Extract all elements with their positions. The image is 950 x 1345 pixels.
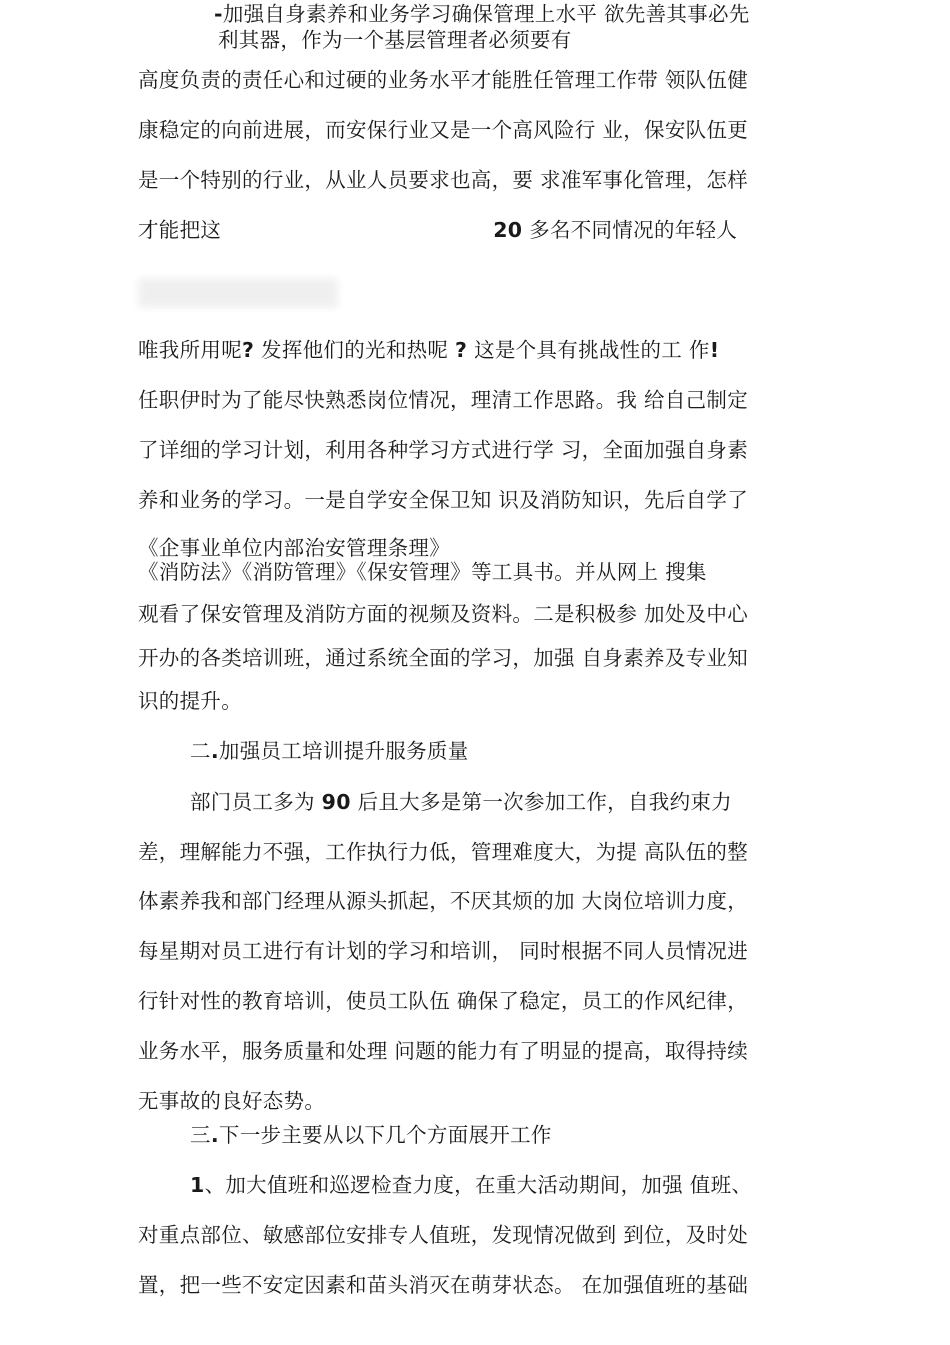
heading-dot: .	[210, 739, 219, 763]
line-text: 《企事业单位内部治安管理条理》	[138, 536, 450, 560]
question-mark: ?	[455, 338, 468, 362]
paragraph-2-line-2	[138, 438, 748, 462]
line-text: 加强自身素养和业务学习确保管理上水平 欲先善其事必先	[222, 2, 750, 26]
heading-text: 下一步主要从以下几个方面展开工作	[218, 1123, 552, 1147]
line-text: 体素养我和部门经理从源头抓起，不厌其烦的加 大岗位培训力度，	[138, 889, 749, 913]
paragraph-1-line-3	[138, 68, 748, 92]
line-text: 了详细的学习计划，利用各种学习方式进行学 习，全面加强自身素	[138, 438, 749, 462]
paragraph-4-line-1	[190, 1173, 752, 1197]
paragraph-1-line-4	[138, 118, 748, 142]
heading-text: 加强员工培训提升服务质量	[218, 739, 469, 763]
bullet-mark: -	[214, 2, 223, 26]
paragraph-2-line-6	[138, 602, 748, 626]
line-text-tail: 后且大多是第一次参加工作，自我约束力	[350, 790, 732, 814]
paragraph-1-line-2	[218, 28, 572, 52]
paragraph-1-line-5	[138, 168, 748, 192]
line-text: 、加大值班和巡逻检查力度，在重大活动期间，加强 值班、	[204, 1173, 753, 1197]
line-text-tail: 多名不同情况的年轻人	[522, 218, 738, 242]
line-text: 康稳定的向前进展，而安保行业又是一个高风险行 业，保安队伍更	[138, 118, 749, 142]
paragraph-3-line-3	[138, 889, 748, 913]
paragraph-3-line-4	[138, 939, 748, 963]
line-text: 差，理解能力不强，工作执行力低，管理难度大，为提 高队伍的整	[138, 840, 749, 864]
paragraph-2-line-4	[138, 536, 450, 560]
paragraph-3-line-2	[138, 840, 748, 864]
paragraph-2-line-5	[138, 560, 707, 584]
paragraph-3-line-6	[138, 1039, 748, 1063]
line-text: 开办的各类培训班，通过系统全面的学习，加强 自身素养及专业知	[138, 646, 749, 670]
line-text: 是一个特别的行业，从业人员要求也高，要 求准军事化管理，怎样	[138, 168, 749, 192]
paragraph-3-line-5	[138, 989, 748, 1013]
line-text: 识的提升。	[138, 689, 242, 713]
line-text: 利其器，作为一个基层管理者必须要有	[218, 28, 572, 52]
line-text: 置，把一些不安定因素和苗头消灭在萌芽状态。 在加强值班的基础	[138, 1273, 749, 1297]
heading-dot: .	[210, 1123, 219, 1147]
heading-number: 三	[190, 1123, 211, 1147]
paragraph-3-line-7	[138, 1089, 325, 1113]
heading-number: 二	[190, 739, 211, 763]
item-number: 1	[190, 1173, 205, 1197]
paragraph-4-line-3	[138, 1273, 748, 1297]
section-heading-3	[190, 1123, 552, 1147]
exclamation-mark: !	[709, 338, 720, 362]
paragraph-2-line-8	[138, 689, 242, 713]
line-text: 才能把这	[138, 218, 222, 242]
line-text-mid: 发挥他们的光和热呢	[254, 338, 456, 362]
line-text: 观看了保安管理及消防方面的视频及资料。二是积极参 加处及中心	[138, 602, 749, 626]
line-text: 行针对性的教育培训，使员工队伍 确保了稳定，员工的作风纪律，	[138, 989, 749, 1013]
line-text: 任职伊时为了能尽快熟悉岗位情况，理清工作思路。我 给自己制定	[138, 388, 749, 412]
section-heading-2	[190, 739, 469, 763]
paragraph-1-line-6	[138, 218, 737, 242]
line-text: 唯我所用呢	[138, 338, 242, 362]
line-text: 部门员工多为	[190, 790, 322, 814]
paragraph-1-line-1	[214, 2, 750, 26]
line-text-tail: 这是个具有挑战性的工 作	[467, 338, 710, 362]
paragraph-2-line-3	[138, 488, 748, 512]
question-mark: ?	[242, 338, 255, 362]
paragraph-2-line-1	[138, 388, 748, 412]
line-text: 无事故的良好态势。	[138, 1089, 326, 1113]
line-text: 高度负责的责任心和过硬的业务水平才能胜任管理工作带 领队伍健	[138, 68, 749, 92]
line-text: 养和业务的学习。一是自学安全保卫知 识及消防知识，先后自学了	[138, 488, 749, 512]
number-20: 20	[493, 218, 523, 242]
paragraph-3-line-1	[190, 790, 732, 814]
faint-smudge	[138, 278, 338, 308]
line-text: 《消防法》《消防管理》《保安管理》等工具书。并从网上 搜集	[138, 560, 707, 584]
line-text: 每星期对员工进行有计划的学习和培训， 同时根据不同人员情况进	[138, 939, 749, 963]
number-90: 90	[321, 790, 351, 814]
line-text: 对重点部位、敏感部位安排专人值班，发现情况做到 到位，及时处	[138, 1223, 749, 1247]
paragraph-4-line-2	[138, 1223, 748, 1247]
line-text: 业务水平，服务质量和处理 问题的能力有了明显的提高，取得持续	[138, 1039, 749, 1063]
paragraph-2-line-7	[138, 646, 748, 670]
paragraph-1-line-7	[138, 338, 719, 362]
